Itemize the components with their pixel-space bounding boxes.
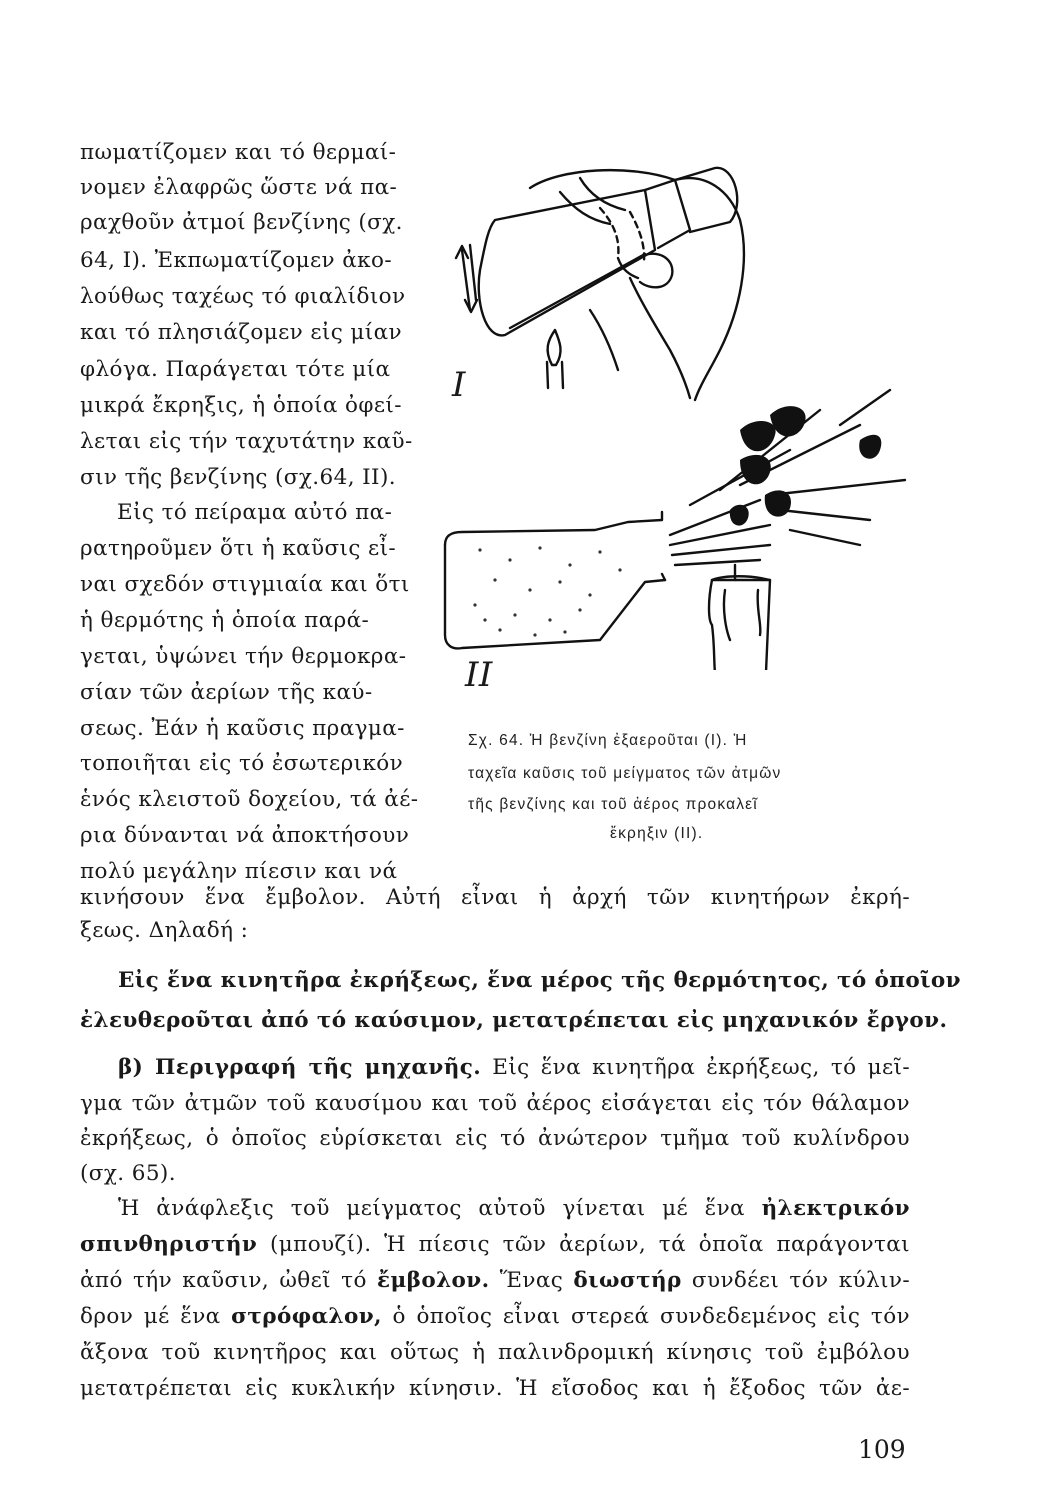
text-line: λούθως ταχέως τό φιαλίδιον	[80, 284, 406, 309]
text-line: και τό πλησιάζομεν εἰς μίαν	[80, 320, 403, 345]
text-line: σιν τῆς βενζίνης (σχ.64, II).	[80, 465, 396, 490]
text-line: μετατρέπεται εἰς κυκλικήν κίνησιν. Ἡ εἴσοδος και ἡ ἔξοδος τῶν ἀε-	[80, 1376, 910, 1401]
term-electric: ἠλεκτρικόν	[761, 1196, 910, 1221]
caption-line: Σχ. 64. Ἡ βενζίνη ἐξαεροῦται (I). Ἡ	[468, 732, 748, 749]
text-span: ἀπό τήν καῦσιν, ὠθεῖ τό	[80, 1268, 367, 1293]
term-connecting-rod: διωστήρ	[573, 1268, 682, 1293]
text-line: ἄξονα τοῦ κινητῆρος και οὕτως ἡ παλινδρομική κίνησις τοῦ ἐμβόλου	[80, 1340, 910, 1365]
text-span: δρον μέ ἕνα	[80, 1304, 221, 1329]
text-line: ἐλευθεροῦται ἀπό τό καύσιμον, μετατρέπεται εἰς μηχανικόν ἔργον.	[80, 1008, 948, 1033]
text-line: Εἰς τό πείραμα αὐτό πα-	[117, 500, 393, 525]
text-line	[80, 1232, 910, 1257]
text-line: ἐκρήξεως, ὁ ὁποῖος εὑρίσκεται εἰς τό ἀνώτερον τμῆμα τοῦ κυλίνδρου	[80, 1126, 910, 1151]
text-line	[118, 1196, 910, 1221]
text-line: φλόγα. Παράγεται τότε μία	[80, 357, 391, 382]
text-line: πωματίζομεν και τό θερμαί-	[80, 140, 397, 165]
text-line: κινήσουν ἕνα ἔμβολον. Αὐτή εἶναι ἡ ἀρχή τῶν κινητήρων ἐκρή-	[80, 885, 910, 910]
text-line	[80, 1304, 910, 1329]
text-line: ξεως. Δηλαδή :	[80, 918, 249, 943]
term-spark-plug: σπινθηριστήν	[80, 1232, 258, 1257]
text-line: ρια δύνανται νά ἀποκτήσουν	[80, 823, 410, 848]
text-line: ἡ θερμότης ἡ ὁποία παρά-	[80, 608, 370, 633]
term-crankshaft: στρόφαλον,	[231, 1304, 382, 1329]
text-line: ἑνός κλειστοῦ δοχείου, τά ἀέ-	[80, 787, 419, 812]
bottle-2	[445, 545, 665, 648]
text-line: 64, I). Ἐκπωματίζομεν ἀκο-	[80, 248, 393, 273]
section-heading: β) Περιγραφή τῆς μηχανῆς.	[118, 1055, 482, 1080]
text-line: ραχθοῦν ἀτμοί βενζίνης (σχ.	[80, 210, 403, 235]
figure-64	[440, 150, 910, 670]
figure-label-2: II	[465, 655, 493, 695]
text-line: γμα τῶν ἀτμῶν τοῦ καυσίμου και τοῦ ἀέρος εἰσάγεται εἰς τόν θάλαμον	[80, 1091, 910, 1116]
text-line: ρατηροῦμεν ὅτι ἡ καῦσις εἶ-	[80, 536, 397, 561]
caption-line: τῆς βενζίνης και τοῦ ἀέρος προκαλεῖ	[468, 796, 758, 813]
text-span: Εἰς ἕνα κινητῆρα ἐκρήξεως, τό μεῖ-	[492, 1055, 911, 1080]
text-span: (μπουζί). Ἡ πίεσις τῶν ἀερίων, τά ὁποῖα παράγονται	[270, 1232, 910, 1257]
text-line: ναι σχεδόν στιγμιαία και ὅτι	[80, 572, 410, 597]
text-span: Ἕνας	[499, 1268, 564, 1293]
text-line: (σχ. 65).	[80, 1161, 176, 1186]
text-line: σεως. Ἐάν ἡ καῦσις πραγμα-	[80, 716, 405, 741]
text-span: συνδέει τόν κύλιν-	[691, 1268, 911, 1293]
text-span: Ἡ ἀνάφλεξις τοῦ μείγματος αὐτοῦ γίνεται μέ ἕνα	[118, 1196, 745, 1221]
text-line: μικρά ἔκρηξις, ἡ ὁποία ὀφεί-	[80, 393, 402, 418]
figure-label-1: I	[452, 365, 466, 405]
page-number: 109	[858, 1435, 906, 1464]
text-line: τοποιῆται εἰς τό ἐσωτερικόν	[80, 751, 404, 776]
caption-line: ταχεῖα καῦσις τοῦ μείγματος τῶν ἀτμῶν	[468, 765, 782, 782]
text-line	[80, 1268, 910, 1293]
text-line	[118, 1055, 910, 1080]
text-line: Εἰς ἕνα κινητῆρα ἐκρήξεως, ἕνα μέρος τῆς θερμότητος, τό ὁποῖον	[118, 968, 961, 993]
text-line: πολύ μεγάλην πίεσιν και νά	[80, 859, 398, 884]
text-line: νομεν ἐλαφρῶς ὥστε νά πα-	[80, 175, 398, 200]
term-piston: ἔμβολον.	[377, 1268, 490, 1293]
text-line: λεται εἰς τήν ταχυτάτην καῦ-	[80, 429, 413, 454]
text-line: σίαν τῶν ἀερίων τῆς καύ-	[80, 680, 373, 705]
caption-line: ἔκρηξιν (II).	[610, 825, 704, 842]
text-span: ὁ ὁποῖος εἶναι στερεά συνδεδεμένος εἰς τόν	[392, 1304, 911, 1329]
text-line: γεται, ὑψώνει τήν θερμοκρα-	[80, 644, 407, 669]
